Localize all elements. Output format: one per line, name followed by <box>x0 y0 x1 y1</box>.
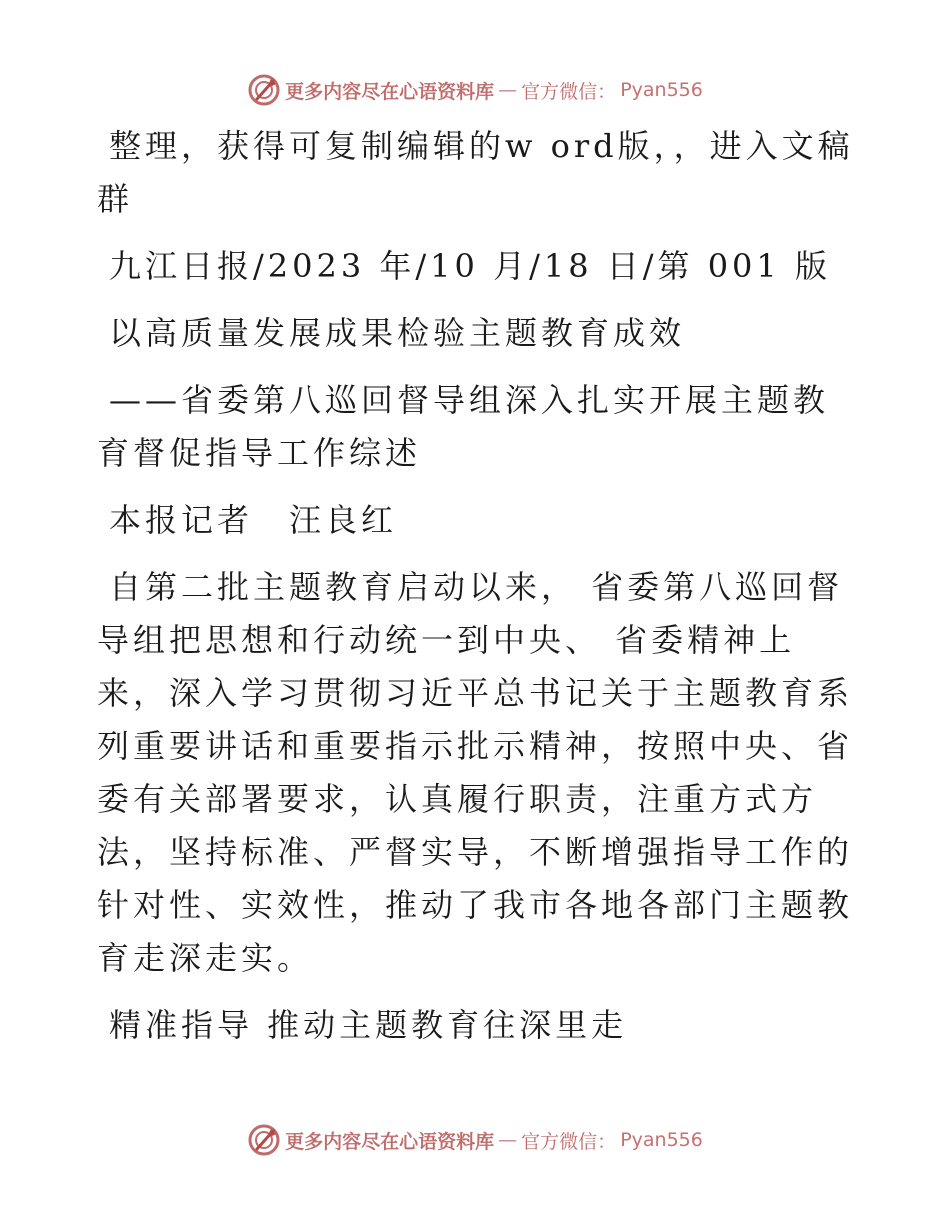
intro-paragraph: 整理，获得可复制编辑的w ord版，，进入文稿群 <box>97 127 854 218</box>
article-title: 以高质量发展成果检验主题教育成效 <box>109 314 686 352</box>
watermark-header <box>0 70 950 110</box>
watermark-logo-icon <box>247 73 281 107</box>
byline: 本报记者 汪良红 <box>109 501 398 539</box>
section-heading: 精准指导 推动主题教育往深里走 <box>109 1006 628 1044</box>
body-paragraph: 自第二批主题教育启动以来， 省委第八巡回督导组把思想和行动统一到中央、 省委精神上来，深入学习贯彻习近平总书记关于主题教育系列重要讲话和重要指示批示精神，按照中央、省委有关部署要求，认真履行职责，注重方式方法，坚持标准、严督实导，不断增强指导工作的针对性、实效性，推动了我市各地各部门主题教育走深走实。 <box>97 568 854 977</box>
watermark-contact-id: Pyan556 <box>620 79 703 101</box>
watermark-text: 更多内容尽在心语资料库 <box>285 80 495 103</box>
watermark-contact-label: 官方微信： <box>521 80 617 103</box>
source-line: 九江日报/2023 年/10 月/18 日/第 001 版 <box>109 247 831 285</box>
document-body <box>97 120 857 1052</box>
watermark-contact-id: Pyan556 <box>620 1129 703 1151</box>
watermark-separator: — <box>498 1129 518 1151</box>
watermark-logo-icon <box>247 1123 281 1157</box>
watermark-separator: — <box>498 79 518 101</box>
watermark-footer <box>0 1120 950 1160</box>
watermark-contact-label: 官方微信： <box>521 1130 617 1153</box>
watermark-text: 更多内容尽在心语资料库 <box>285 1130 495 1153</box>
article-subtitle: ——省委第八巡回督导组深入扎实开展主题教育督促指导工作综述 <box>97 381 830 472</box>
